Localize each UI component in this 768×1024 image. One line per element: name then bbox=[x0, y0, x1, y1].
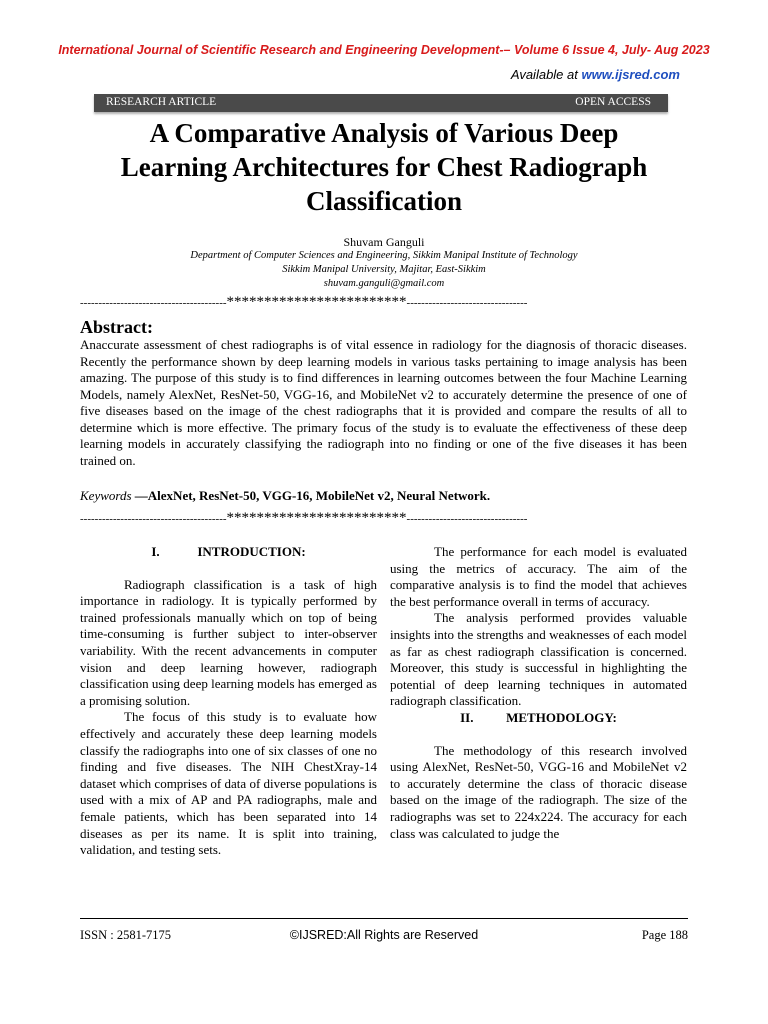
intro-paragraph-3: The performance for each model is evaluated using the metrics of accuracy. The aim of the comparative analysis is to find the model that achieves the best performance overall in terms of accuracy. bbox=[390, 544, 687, 609]
author-affiliation-2: Sikkim Manipal University, Majitar, East-Sikkim bbox=[282, 264, 486, 275]
footer-divider bbox=[80, 918, 688, 919]
journal-website-link[interactable]: www.ijsred.com bbox=[581, 67, 680, 82]
author-email[interactable]: shuvam.ganguli@gmail.com bbox=[323, 278, 445, 289]
title-line-1: A Comparative Analysis of Various Deep bbox=[149, 118, 619, 148]
footer-rights: ©IJSRED:All Rights are Reserved bbox=[289, 928, 479, 942]
separator-top: ----------------------------------------************************--------------------------------- bbox=[80, 294, 528, 310]
separator-bottom: ----------------------------------------************************--------------------------------- bbox=[80, 510, 528, 526]
paper-title bbox=[90, 116, 678, 218]
available-prefix: Available at bbox=[510, 67, 578, 82]
abstract-text: Anaccurate assessment of chest radiographs is of vital essence in radiology for the diagnosis of thoracic diseases. Recently the performance shown by deep learning models in various tasks pertaining to image analysis has been amazing. The purpose of this study is to find differences in learning outcomes between the four Machine Learning Models, namely AlexNet, ResNet-50, VGG-16, and MobileNet v2 to accurately determine the presence of one of five diseases based on the image of the chest radiographs that it is provided and compare the results of all to determine which is more effective. The primary focus of the study is to evaluate the effectiveness of these deep learning models in accurately classifying the radiograph into no finding or one of the five diseases it has been trained on. bbox=[80, 337, 687, 468]
journal-header: International Journal of Scientific Research and Engineering Development-– Volume 6 Issue 4, July- Aug 2023 bbox=[58, 43, 710, 57]
keywords-line bbox=[80, 488, 490, 504]
availability-line bbox=[511, 67, 680, 82]
keywords-label: Keywords bbox=[80, 488, 132, 503]
section-heading-introduction: I. INTRODUCTION: bbox=[151, 544, 306, 559]
footer-page-number: Page 188 bbox=[641, 928, 688, 942]
section-heading-methodology: II. METHODOLOGY: bbox=[460, 709, 617, 725]
article-type-banner bbox=[94, 94, 668, 112]
keywords-value: —AlexNet, ResNet-50, VGG-16, MobileNet v2, Neural Network. bbox=[134, 488, 491, 503]
title-line-2: Learning Architectures for Chest Radiograph bbox=[120, 152, 648, 182]
title-line-3: Classification bbox=[305, 186, 462, 216]
intro-paragraph-2: The focus of this study is to evaluate how effectively and accurately these deep learning models classify the radiographs into one of six classes of one no finding and five diseases. The NIH ChestXray-14 dataset which comprises of data of diverse populations is used with a mix of AP and PA radiographs, male and female patients, which has been separated into 14 diseases as per its name. It is split into training, validation, and testing sets. bbox=[80, 709, 377, 858]
footer-issn: ISSN : 2581-7175 bbox=[80, 928, 171, 942]
abstract-heading: Abstract: bbox=[80, 317, 153, 337]
intro-paragraph-4: The analysis performed provides valuable insights into the strengths and weaknesses of each model as far as chest radiograph classification is concerned. Moreover, this study is successful in highlighting the potential of deep learning techniques in automated radiograph classification. bbox=[390, 610, 687, 709]
method-paragraph-1: The methodology of this research involved using AlexNet, ResNet-50, VGG-16 and MobileNet v2 to accurately determine the class of thoracic disease based on the image of the radiograph. The size of the radiographs was set to 224x224. The accuracy for each class was calculated to judge the bbox=[390, 742, 687, 841]
research-article-label: RESEARCH ARTICLE bbox=[106, 96, 217, 108]
author-name: Shuvam Ganguli bbox=[343, 235, 425, 249]
intro-paragraph-1: Radiograph classification is a task of high importance in radiology. It is typically performed by trained professionals manually which on top of being time-consuming is further subject to inter-observer variability. With the recent advancements in computer vision and deep learning however, radiograph classification using deep learning models has emerged as a promising solution. bbox=[80, 576, 377, 708]
right-column bbox=[390, 544, 687, 842]
left-column bbox=[80, 544, 377, 859]
author-affiliation-1: Department of Computer Sciences and Engineering, Sikkim Manipal Institute of Technology bbox=[190, 250, 578, 261]
open-access-label: OPEN ACCESS bbox=[575, 96, 651, 108]
